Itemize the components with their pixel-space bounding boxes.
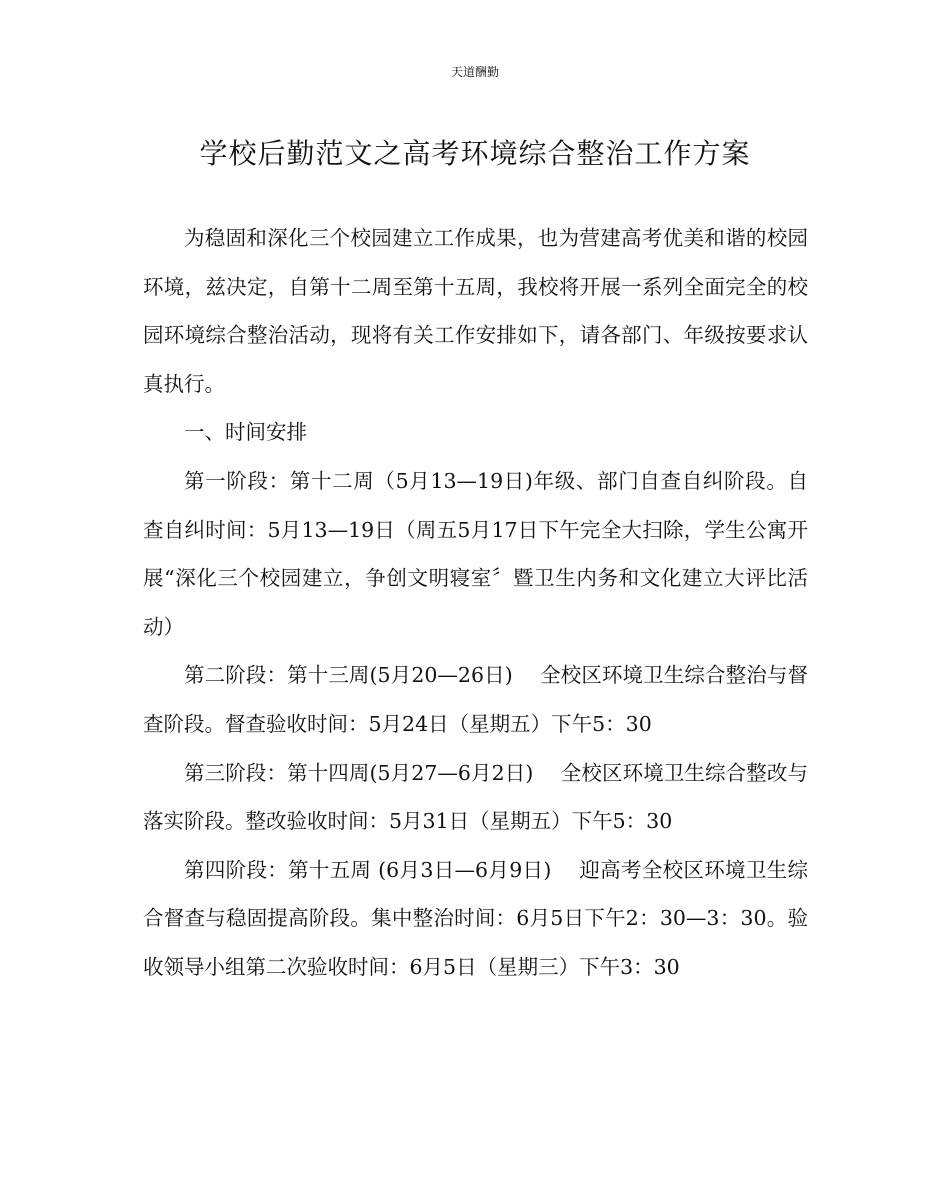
intro-paragraph: 为稳固和深化三个校园建立工作成果，也为营建高考优美和谐的校园环境，兹决定，自第十二周至第十五周，我校将开展一系列全面完全的校园环境综合整治活动，现将有关工作安排如下，请各部门、年级按要求认真执行。	[143, 226, 808, 396]
document-body	[143, 214, 808, 992]
stage-one-paragraph: 第一阶段：第十二周（5月13—19日)年级、部门自查自纠阶段。自查自纠时间：5月13—19日（周五5月17日下午完全大扫除，学生公寓开展“深化三个校园建立，争创文明寝室〞暨卫生内务和文化建立大评比活动）	[143, 468, 808, 639]
stage-two-paragraph: 第二阶段：第十三周(5月20—26日) 全校区环境卫生综合整治与督查阶段。督查验收时间：5月24日（星期五）下午5：30	[143, 663, 808, 736]
stage-four-paragraph: 第四阶段：第十五周 (6月3日—6月9日) 迎高考全校区环境卫生综合督查与稳固提高阶段。集中整治时间：6月5日下午2：30—3：30。验收领导小组第二次验收时间：6月5日（星期三）下午3：30	[143, 857, 808, 979]
stage-three-paragraph: 第三阶段：第十四周(5月27—6月2日) 全校区环境卫生综合整改与落实阶段。整改验收时间：5月31日（星期五）下午5：30	[143, 760, 808, 834]
document-title: 学校后勤范文之高考环境综合整治工作方案	[199, 137, 751, 170]
section-heading-time-schedule: 一、时间安排	[184, 420, 307, 445]
page-header: 天道酬勤	[450, 65, 499, 79]
